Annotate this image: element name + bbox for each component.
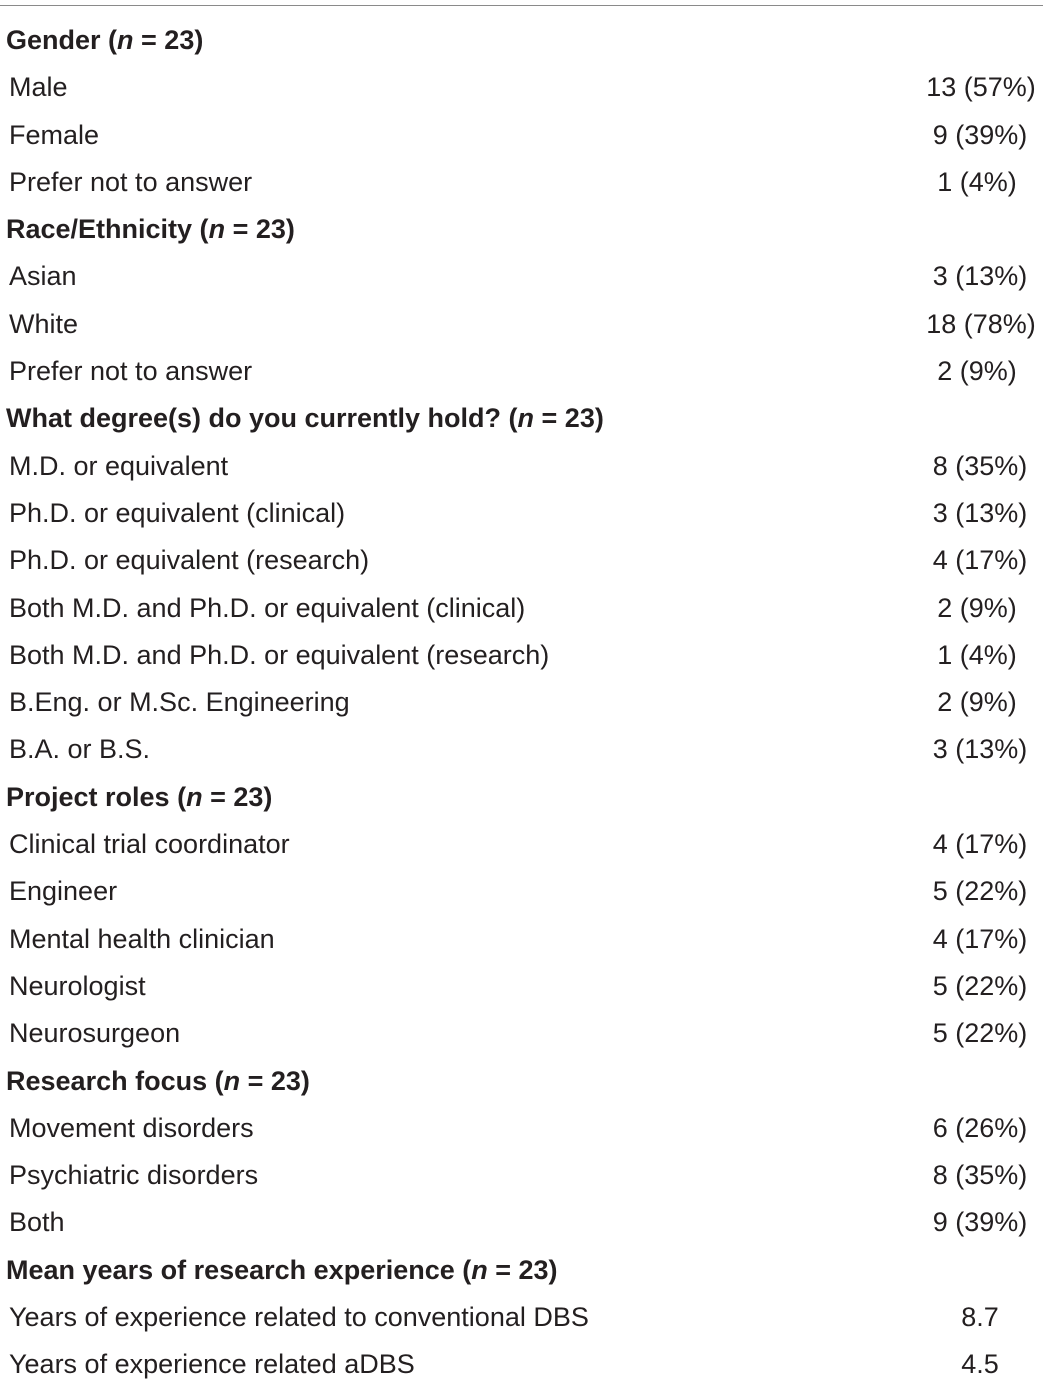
row-label: Years of experience related aDBS: [9, 1349, 415, 1380]
table-row: [0, 916, 1043, 963]
section-heading-gender: [0, 17, 1043, 64]
row-value: 5 (22%): [932, 876, 1028, 907]
table-row: [0, 585, 1043, 632]
row-label: White: [9, 308, 79, 339]
row-value: 8.7: [961, 1302, 999, 1333]
row-label: Ph.D. or equivalent (research): [9, 545, 370, 576]
row-label: Neurosurgeon: [9, 1018, 181, 1049]
table-row: [0, 1294, 1043, 1341]
row-label: Prefer not to answer: [9, 356, 253, 387]
table-row: [0, 490, 1043, 537]
section-heading-label: What degree(s) do you currently hold? (n = 23): [6, 403, 604, 434]
row-label: Psychiatric disorders: [9, 1160, 259, 1191]
row-value: 18 (78%): [926, 308, 1036, 339]
section-heading-research-experience: [0, 1247, 1043, 1294]
table-row: [0, 112, 1043, 159]
row-value: 5 (22%): [932, 1018, 1028, 1049]
row-value: 4 (17%): [932, 923, 1028, 954]
table-row: [0, 1152, 1043, 1199]
table-row: [0, 679, 1043, 726]
table-row: [0, 348, 1043, 395]
row-value: 8 (35%): [932, 450, 1028, 481]
row-label: Movement disorders: [9, 1112, 254, 1143]
table-row: [0, 443, 1043, 490]
row-label: Years of experience related to conventional DBS: [9, 1302, 589, 1333]
table-row: [0, 301, 1043, 348]
row-value: 3 (13%): [932, 261, 1028, 292]
section-heading-label: Gender (n = 23): [6, 25, 204, 55]
row-label: M.D. or equivalent: [9, 450, 229, 481]
row-label: Neurologist: [9, 970, 146, 1001]
row-value: 9 (39%): [932, 1207, 1028, 1238]
section-heading-project-roles: [0, 774, 1043, 821]
row-value: 13 (57%): [926, 72, 1036, 103]
table-row: [0, 726, 1043, 773]
table-row: [0, 821, 1043, 868]
row-value: 4 (17%): [932, 829, 1028, 860]
row-label: B.A. or B.S.: [9, 734, 151, 765]
row-value: 9 (39%): [932, 119, 1028, 150]
section-heading-degrees: [0, 395, 1043, 442]
row-label: Male: [9, 72, 68, 103]
demographics-table: [0, 17, 1043, 1389]
row-label: Ph.D. or equivalent (clinical): [9, 497, 346, 528]
table-row: [0, 632, 1043, 679]
row-label: Mental health clinician: [9, 923, 275, 954]
row-value: 3 (13%): [932, 734, 1028, 765]
row-label: Both M.D. and Ph.D. or equivalent (clinical): [9, 592, 526, 623]
table-top-rule: [0, 5, 1043, 6]
row-label: Prefer not to answer: [9, 166, 253, 197]
row-value: 2 (9%): [937, 592, 1017, 623]
row-value: 2 (9%): [937, 356, 1017, 387]
row-label: Both M.D. and Ph.D. or equivalent (research): [9, 639, 550, 670]
row-value: 5 (22%): [932, 970, 1028, 1001]
section-heading-label: Race/Ethnicity (n = 23): [6, 214, 295, 245]
row-label: Asian: [9, 261, 77, 292]
table-row: [0, 537, 1043, 584]
section-heading-race-ethnicity: [0, 206, 1043, 253]
table-row: [0, 963, 1043, 1010]
table-row: [0, 253, 1043, 300]
section-heading-label: Research focus (n = 23): [6, 1065, 310, 1096]
table-row: [0, 159, 1043, 206]
section-heading-research-focus: [0, 1058, 1043, 1105]
row-label: Engineer: [9, 876, 118, 907]
row-value: 3 (13%): [932, 497, 1028, 528]
row-label: Female: [9, 119, 100, 150]
table-row: [0, 1010, 1043, 1057]
table-row: [0, 1341, 1043, 1388]
row-value: 1 (4%): [937, 166, 1017, 197]
row-label: B.Eng. or M.Sc. Engineering: [9, 687, 350, 718]
row-value: 8 (35%): [932, 1160, 1028, 1191]
section-heading-label: Project roles (n = 23): [6, 781, 273, 812]
row-value: 4.5: [961, 1349, 999, 1380]
table-row: [0, 1199, 1043, 1246]
row-value: 4 (17%): [932, 545, 1028, 576]
row-value: 2 (9%): [937, 687, 1017, 718]
section-heading-label: Mean years of research experience (n = 23): [6, 1254, 558, 1285]
row-value: 6 (26%): [932, 1112, 1028, 1143]
row-value: 1 (4%): [937, 639, 1017, 670]
table-row: [0, 868, 1043, 915]
row-label: Both: [9, 1207, 65, 1238]
table-row: [0, 1105, 1043, 1152]
row-label: Clinical trial coordinator: [9, 829, 290, 860]
table-row: [0, 64, 1043, 111]
